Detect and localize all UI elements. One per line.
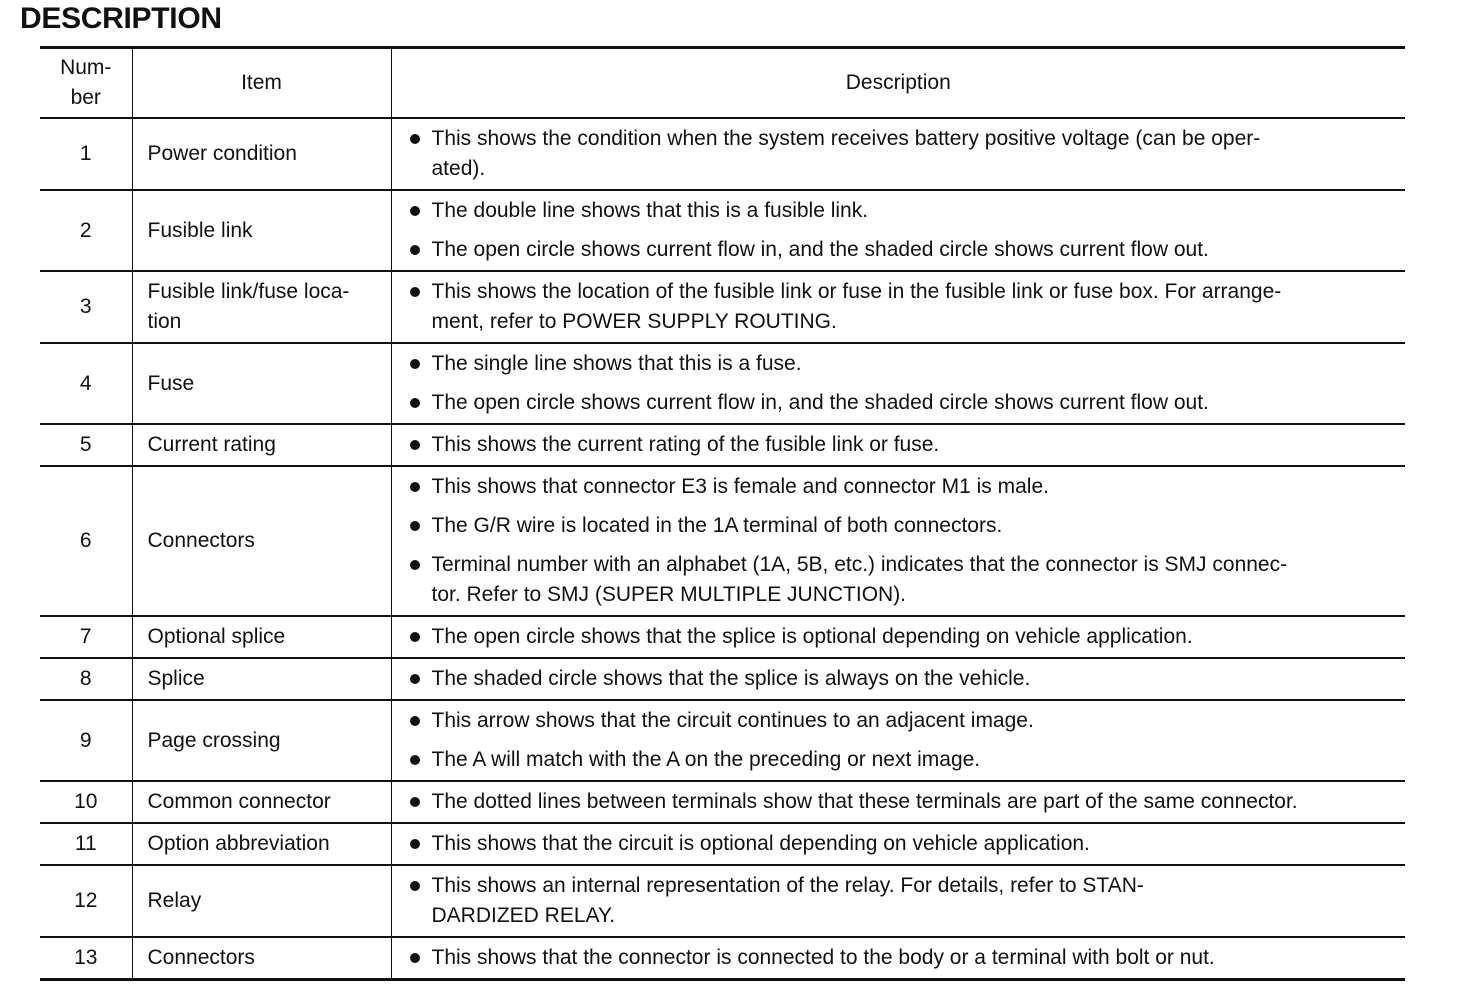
header-number-label: Num- ber — [60, 56, 112, 109]
row-description — [391, 616, 1405, 658]
bullet-item: The open circle shows that the splice is optional depending on vehicle application. — [408, 622, 1400, 652]
row-number: 12 — [74, 889, 98, 912]
row-description — [391, 190, 1405, 271]
bullet-item: This shows the location of the fusible link or fuse in the fusible link or fuse box. For arrange- ment, refer to POWER SUPPLY ROUTING. — [408, 277, 1400, 337]
table-row — [40, 466, 1405, 616]
bullet-item: The open circle shows current flow in, and the shaded circle shows current flow out. — [408, 388, 1400, 418]
bullet-list — [408, 829, 1400, 859]
row-description — [391, 658, 1405, 700]
row-number: 11 — [74, 832, 97, 855]
bullet-item: This shows the current rating of the fusible link or fuse. — [408, 430, 1400, 460]
bullet-item: The double line shows that this is a fusible link. — [408, 196, 1400, 226]
bullet-list — [408, 277, 1400, 337]
bullet-list — [408, 871, 1400, 931]
header-row — [40, 48, 1405, 119]
row-description — [391, 118, 1405, 190]
row-item: Current rating — [132, 424, 391, 466]
header-description-label: Description — [845, 71, 951, 94]
row-item: Splice — [132, 658, 391, 700]
row-item: Common connector — [132, 781, 391, 823]
bullet-list — [408, 349, 1400, 418]
row-item: Fusible link — [132, 190, 391, 271]
row-description — [391, 700, 1405, 781]
bullet-item: The open circle shows current flow in, and the shaded circle shows current flow out. — [408, 235, 1400, 265]
row-number: 6 — [79, 529, 92, 552]
table-row — [40, 865, 1405, 937]
row-number: 5 — [79, 433, 92, 456]
table-row — [40, 823, 1405, 865]
row-number: 10 — [74, 790, 98, 813]
bullet-item: Terminal number with an alphabet (1A, 5B, etc.) indicates that the connector is SMJ connec- tor. Refer to SMJ (SUPER MULTIPLE JUNCTION). — [408, 550, 1400, 610]
table-row — [40, 190, 1405, 271]
row-item: Connectors — [132, 466, 391, 616]
bullet-item: This shows an internal representation of the relay. For details, refer to STAN- DARDIZED RELAY. — [408, 871, 1400, 931]
bullet-item: The dotted lines between terminals show that these terminals are part of the same connector. — [408, 787, 1400, 817]
bullet-item: The G/R wire is located in the 1A terminal of both connectors. — [408, 511, 1400, 541]
table-row — [40, 616, 1405, 658]
bullet-list — [408, 706, 1400, 775]
header-description — [391, 48, 1405, 119]
bullet-item: This shows that the circuit is optional depending on vehicle application. — [408, 829, 1400, 859]
table-body — [40, 118, 1405, 980]
bullet-list — [408, 124, 1400, 184]
row-description — [391, 424, 1405, 466]
header-item-label: Item — [241, 71, 282, 94]
bullet-item: The shaded circle shows that the splice is always on the vehicle. — [408, 664, 1400, 694]
bullet-item: This shows that connector E3 is female and connector M1 is male. — [408, 472, 1400, 502]
row-number: 3 — [79, 295, 92, 318]
row-number: 1 — [79, 142, 92, 165]
row-number: 2 — [79, 218, 92, 242]
bullet-item: This shows that the connector is connected to the body or a terminal with bolt or nut. — [408, 943, 1400, 973]
bullet-item: The A will match with the A on the preceding or next image. — [408, 745, 1400, 775]
row-item: Fuse — [132, 343, 391, 424]
bullet-list — [408, 472, 1400, 610]
row-item: Option abbreviation — [132, 823, 391, 865]
table-row — [40, 118, 1405, 190]
row-number: 7 — [79, 625, 92, 648]
row-description — [391, 781, 1405, 823]
bullet-item: This shows the condition when the system receives battery positive voltage (can be oper- ated). — [408, 124, 1400, 184]
row-item: Connectors — [132, 937, 391, 980]
header-number — [40, 48, 132, 119]
row-item: Page crossing — [132, 700, 391, 781]
row-description — [391, 466, 1405, 616]
table-row — [40, 937, 1405, 980]
bullet-list — [408, 622, 1400, 652]
bullet-list — [408, 430, 1400, 460]
bullet-item: The single line shows that this is a fuse. — [408, 349, 1400, 379]
row-description — [391, 823, 1405, 865]
table-row — [40, 658, 1405, 700]
table-row — [40, 781, 1405, 823]
table-row — [40, 700, 1405, 781]
page-title: DESCRIPTION — [20, 2, 222, 35]
bullet-list — [408, 196, 1400, 265]
table-row — [40, 271, 1405, 343]
table-row — [40, 343, 1405, 424]
row-description — [391, 865, 1405, 937]
row-description — [391, 343, 1405, 424]
row-number: 8 — [79, 667, 92, 690]
row-item: Relay — [132, 865, 391, 937]
row-item: Power condition — [132, 118, 391, 190]
header-item — [132, 48, 391, 119]
bullet-item: This arrow shows that the circuit continues to an adjacent image. — [408, 706, 1400, 736]
row-description — [391, 937, 1405, 980]
row-item: Optional splice — [132, 616, 391, 658]
row-item: Fusible link/fuse loca- tion — [132, 271, 391, 343]
bullet-list — [408, 664, 1400, 694]
bullet-list — [408, 943, 1400, 973]
row-number: 4 — [79, 371, 92, 395]
description-table — [40, 46, 1405, 981]
row-number: 13 — [74, 946, 98, 969]
row-number: 9 — [79, 728, 92, 752]
bullet-list — [408, 787, 1400, 817]
row-description — [391, 271, 1405, 343]
table-row — [40, 424, 1405, 466]
